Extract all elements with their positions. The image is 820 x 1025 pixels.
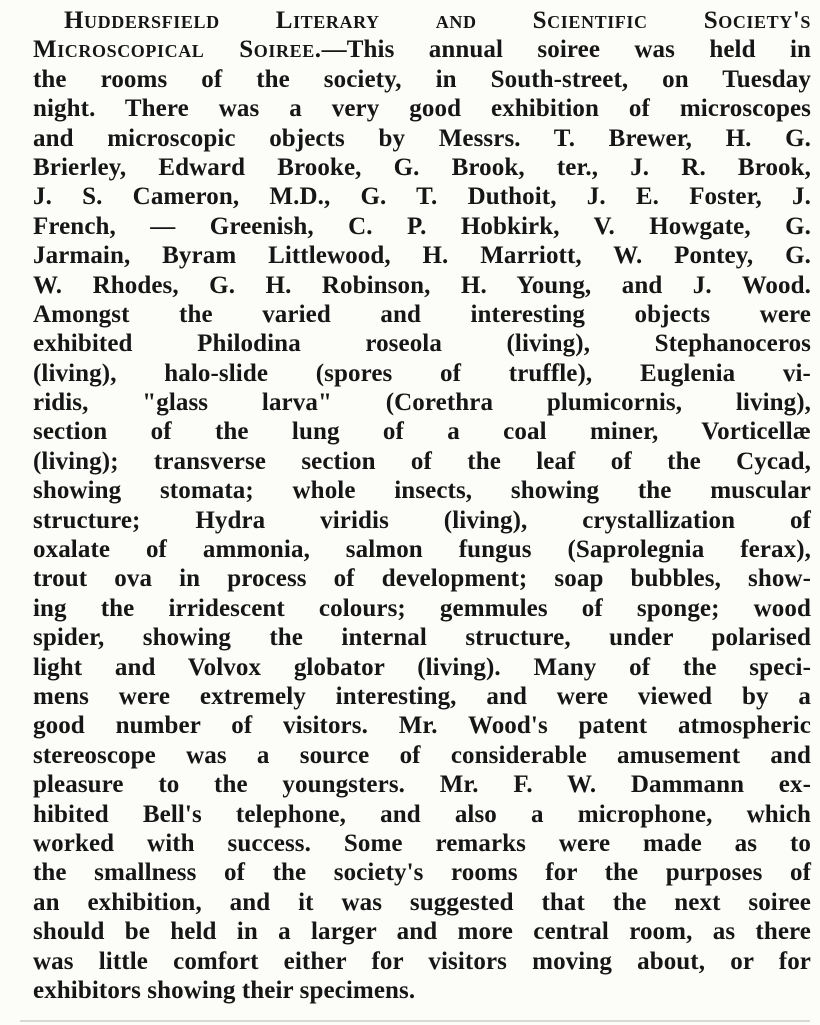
article-line: good number of visitors. Mr. Wood's patent atmospheric xyxy=(33,712,811,740)
article-line: (living); transverse section of the leaf of the Cycad, xyxy=(33,447,811,475)
article-line: (living), halo-slide (spores of truffle), Euglenia vi- xyxy=(33,359,811,387)
article-heading: Huddersfield Literary and Scientific Society's xyxy=(64,7,811,34)
article-line: Brierley, Edward Brooke, G. Brook, ter., J. R. Brook, xyxy=(33,153,811,181)
article-heading-line-1 xyxy=(33,6,811,35)
article-line: hibited Bell's telephone, and also a microphone, which xyxy=(33,800,811,828)
article-line: ridis, "glass larva" (Corethra plumicornis, living), xyxy=(33,389,811,417)
article-line: ing the irridescent colours; gemmules of sponge; wood xyxy=(33,594,811,622)
article-line: pleasure to the youngsters. Mr. F. W. Dammann ex- xyxy=(33,771,811,799)
article-line: exhibitors showing their specimens. xyxy=(33,976,416,1004)
article-line: Amongst the varied and interesting objects were xyxy=(33,300,811,328)
article-line: oxalate of ammonia, salmon fungus (Saprolegnia ferax), xyxy=(33,536,811,564)
article-line: stereoscope was a source of considerable amusement and xyxy=(33,741,811,769)
article-line: night. There was a very good exhibition of microscopes xyxy=(33,95,811,123)
article-line: worked with success. Some remarks were made as to xyxy=(33,829,811,857)
article-line: section of the lung of a coal miner, Vorticellæ xyxy=(33,418,811,446)
article-line: showing stomata; whole insects, showing the muscular xyxy=(33,477,811,505)
article-line: and microscopic objects by Messrs. T. Brewer, H. G. xyxy=(33,124,811,152)
article-line: the rooms of the society, in South-street, on Tuesday xyxy=(33,65,811,93)
article-line: trout ova in process of development; soap bubbles, show- xyxy=(33,565,811,593)
article-line: spider, showing the internal structure, under polarised xyxy=(33,624,811,652)
article-line: should be held in a larger and more central room, as there xyxy=(33,918,811,946)
article-line: W. Rhodes, G. H. Robinson, H. Young, and J. Wood. xyxy=(33,271,811,299)
page-edge-rule xyxy=(20,1020,810,1022)
article-line: the smallness of the society's rooms for the purposes of xyxy=(33,859,811,887)
article-line: light and Volvox globator (living). Many of the speci- xyxy=(33,653,811,681)
article-line: an exhibition, and it was suggested that the next soiree xyxy=(33,888,811,916)
article-subheading: Microscopical Soiree. xyxy=(33,36,322,64)
article-line: exhibited Philodina roseola (living), Stephanoceros xyxy=(33,330,811,358)
article-heading-line-2 xyxy=(33,35,811,64)
article-line: was little comfort either for visitors moving about, or for xyxy=(33,947,811,975)
article-lead-text: —This annual soiree was held in xyxy=(321,36,811,64)
article-line: J. S. Cameron, M.D., G. T. Duthoit, J. E. Foster, J. xyxy=(33,183,811,211)
article-line: French, — Greenish, C. P. Hobkirk, V. Howgate, G. xyxy=(33,212,811,240)
article-line: mens were extremely interesting, and were viewed by a xyxy=(33,682,811,710)
article-line: structure; Hydra viridis (living), crystallization of xyxy=(33,506,811,534)
article-line: Jarmain, Byram Littlewood, H. Marriott, W. Pontey, G. xyxy=(33,242,811,270)
news-article xyxy=(33,6,811,1005)
